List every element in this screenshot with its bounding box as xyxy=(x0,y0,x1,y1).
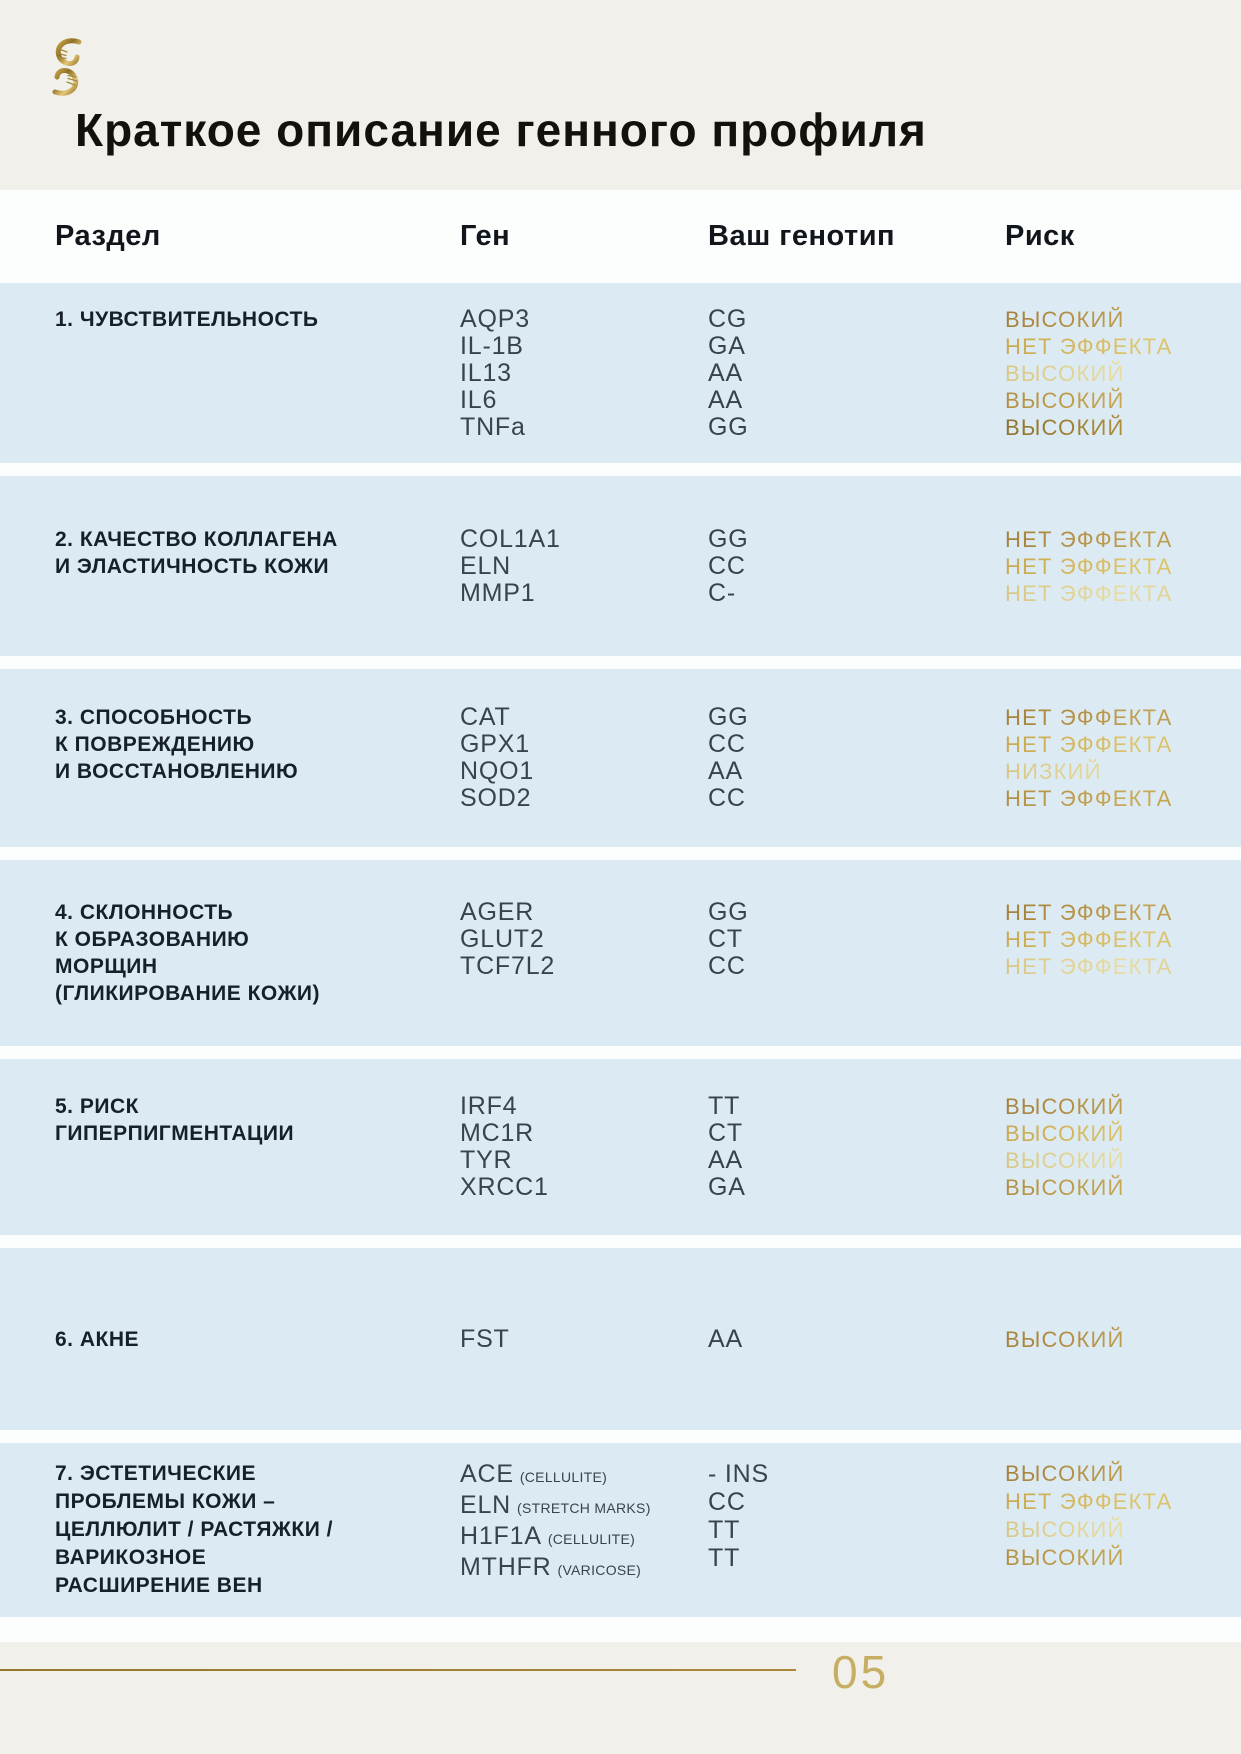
section-label-line: 3. СПОСОБНОСТЬ xyxy=(55,706,253,729)
table-section xyxy=(0,283,1241,463)
gene-list xyxy=(460,1093,708,1201)
footer-rule xyxy=(0,1669,796,1671)
risk-value: ВЫСОКИЙ xyxy=(1005,1120,1241,1147)
dna-helix-icon xyxy=(50,36,84,98)
table-section xyxy=(0,476,1241,656)
section-label-line: ЦЕЛЛЮЛИТ / РАСТЯЖКИ / xyxy=(55,1518,333,1541)
genotype-value: GG xyxy=(708,703,749,731)
gene-name xyxy=(460,1553,708,1584)
risk-value: НЕТ ЭФФЕКТА xyxy=(1005,731,1241,758)
genotype-value: GA xyxy=(708,1173,746,1201)
genotype-list xyxy=(708,1093,1005,1201)
risk-value: ВЫСОКИЙ xyxy=(1005,1544,1241,1572)
risk-value: ВЫСОКИЙ xyxy=(1005,360,1241,387)
section-label-line: 6. АКНЕ xyxy=(55,1327,140,1351)
column-header-genotype: Ваш генотип xyxy=(708,220,896,252)
gene-symbol: SOD2 xyxy=(460,784,532,812)
gene-list xyxy=(460,526,708,607)
genotype-list xyxy=(708,1326,1005,1353)
genotype-value: AA xyxy=(708,358,743,387)
genotype-value: CT xyxy=(708,925,743,953)
risk-value: ВЫСОКИЙ xyxy=(1005,1174,1241,1201)
gene-symbol: TCF7L2 xyxy=(460,952,556,980)
section-label-line: ПРОБЛЕМЫ КОЖИ – xyxy=(55,1490,276,1513)
gene-symbol: ELN xyxy=(460,551,512,580)
genotype-value: CC xyxy=(708,952,746,980)
genotype-value: CC xyxy=(708,730,746,758)
gene-name xyxy=(460,731,708,758)
gene-symbol: IL6 xyxy=(460,385,498,414)
table-section xyxy=(0,860,1241,1046)
section-label xyxy=(55,1326,460,1353)
risk-list xyxy=(1005,1093,1241,1201)
gene-symbol: ACE xyxy=(460,1460,514,1488)
table-header xyxy=(0,190,1241,283)
section-label xyxy=(55,526,460,580)
risk-value: НЕТ ЭФФЕКТА xyxy=(1005,926,1241,953)
gene-symbol: AGER xyxy=(460,898,535,926)
risk-value: ВЫСОКИЙ xyxy=(1005,1147,1241,1174)
section-label-line: РАСШИРЕНИЕ ВЕН xyxy=(55,1574,263,1597)
gene-list xyxy=(460,306,708,441)
table-section xyxy=(0,1443,1241,1617)
risk-value: ВЫСОКИЙ xyxy=(1005,414,1241,441)
genotype-list xyxy=(708,1460,1005,1572)
genotype-value: CC xyxy=(708,1488,746,1516)
genotype-value: TT xyxy=(708,1092,741,1120)
section-label-line: 4. СКЛОННОСТЬ xyxy=(55,901,234,924)
gene-symbol: MTHFR xyxy=(460,1553,552,1581)
risk-value: НЕТ ЭФФЕКТА xyxy=(1005,1488,1241,1516)
gene-name xyxy=(460,387,708,414)
genotype-value: GG xyxy=(708,412,749,441)
section-label-line: ВАРИКОЗНОЕ xyxy=(55,1546,207,1569)
page-number: 05 xyxy=(832,1646,890,1698)
gene-name xyxy=(460,926,708,953)
gene-name xyxy=(460,414,708,441)
genotype-value: AA xyxy=(708,385,743,414)
risk-value: ВЫСОКИЙ xyxy=(1005,1326,1241,1353)
risk-value: НЕТ ЭФФЕКТА xyxy=(1005,953,1241,980)
gene-list xyxy=(460,1326,708,1353)
risk-list xyxy=(1005,1460,1241,1572)
gene-symbol: GLUT2 xyxy=(460,925,545,953)
genotype-value: CG xyxy=(708,304,748,333)
genotype-value: C- xyxy=(708,578,736,607)
genotype-value: AA xyxy=(708,1146,743,1174)
section-label xyxy=(55,1460,460,1600)
gene-name xyxy=(460,899,708,926)
table-section xyxy=(0,1248,1241,1430)
gene-symbol: MMP1 xyxy=(460,578,536,607)
risk-value: НЕТ ЭФФЕКТА xyxy=(1005,580,1241,607)
gene-name xyxy=(460,758,708,785)
genotype-value: AA xyxy=(708,1324,743,1353)
genotype-value: GG xyxy=(708,898,749,926)
gene-name xyxy=(460,553,708,580)
gene-name xyxy=(460,1147,708,1174)
risk-value: ВЫСОКИЙ xyxy=(1005,1516,1241,1544)
gene-symbol: XRCC1 xyxy=(460,1173,549,1201)
table-section xyxy=(0,1059,1241,1235)
section-label-line: (ГЛИКИРОВАНИЕ КОЖИ) xyxy=(55,982,321,1005)
genotype-value: GA xyxy=(708,331,746,360)
column-header-section: Раздел xyxy=(55,220,161,252)
genotype-value: GG xyxy=(708,524,749,553)
section-label-line: И ЭЛАСТИЧНОСТЬ КОЖИ xyxy=(55,554,330,578)
gene-list xyxy=(460,899,708,980)
risk-value: НЕТ ЭФФЕКТА xyxy=(1005,553,1241,580)
gene-name xyxy=(460,1093,708,1120)
section-label-line: 5. РИСК xyxy=(55,1095,139,1118)
risk-value: ВЫСОКИЙ xyxy=(1005,1093,1241,1120)
gene-symbol: IL-1B xyxy=(460,331,524,360)
genotype-value: AA xyxy=(708,757,743,785)
table-section xyxy=(0,669,1241,847)
risk-value: ВЫСОКИЙ xyxy=(1005,1460,1241,1488)
section-label xyxy=(55,899,460,1007)
section-label xyxy=(55,306,460,333)
risk-list xyxy=(1005,526,1241,607)
page-title: Краткое описание генного профиля xyxy=(75,104,927,156)
section-label-line: И ВОССТАНОВЛЕНИЮ xyxy=(55,760,299,783)
gene-symbol: TNFa xyxy=(460,412,526,441)
gene-symbol: CAT xyxy=(460,703,511,731)
gene-name xyxy=(460,1174,708,1201)
section-label-line: К ОБРАЗОВАНИЮ xyxy=(55,928,250,951)
section-label-line: 7. ЭСТЕТИЧЕСКИЕ xyxy=(55,1462,257,1485)
gene-symbol: ELN xyxy=(460,1491,512,1519)
gene-name xyxy=(460,785,708,812)
genotype-value: CC xyxy=(708,784,746,812)
risk-value: НЕТ ЭФФЕКТА xyxy=(1005,333,1241,360)
column-header-risk: Риск xyxy=(1005,220,1075,252)
genotype-value: CC xyxy=(708,551,746,580)
section-label-line: К ПОВРЕЖДЕНИЮ xyxy=(55,733,255,756)
risk-value: ВЫСОКИЙ xyxy=(1005,306,1241,333)
section-label xyxy=(55,1093,460,1147)
gene-name xyxy=(460,333,708,360)
sections xyxy=(0,283,1241,1642)
genotype-value: - INS xyxy=(708,1460,769,1488)
section-label-line: ГИПЕРПИГМЕНТАЦИИ xyxy=(55,1122,295,1145)
section-label xyxy=(55,704,460,785)
gene-symbol: GPX1 xyxy=(460,730,530,758)
column-header-gene: Ген xyxy=(460,220,511,252)
gene-name xyxy=(460,526,708,553)
genotype-value: TT xyxy=(708,1516,741,1544)
gene-name xyxy=(460,360,708,387)
risk-list xyxy=(1005,899,1241,980)
gene-note: (CELLULITE) xyxy=(547,1531,636,1547)
risk-value: НЕТ ЭФФЕКТА xyxy=(1005,526,1241,553)
gene-note: (VARICOSE) xyxy=(557,1562,642,1578)
gene-name xyxy=(460,704,708,731)
section-label-line: 1. ЧУВСТВИТЕЛЬНОСТЬ xyxy=(55,307,319,331)
gene-name xyxy=(460,580,708,607)
gene-symbol: IL13 xyxy=(460,358,512,387)
gene-name xyxy=(460,1460,708,1491)
gene-symbol: H1F1A xyxy=(460,1522,542,1550)
section-label-line: 2. КАЧЕСТВО КОЛЛАГЕНА xyxy=(55,527,338,551)
risk-value: ВЫСОКИЙ xyxy=(1005,387,1241,414)
gene-name xyxy=(460,1522,708,1553)
genotype-list xyxy=(708,704,1005,812)
gene-note: (CELLULITE) xyxy=(519,1469,608,1485)
risk-value: НИЗКИЙ xyxy=(1005,758,1241,785)
genotype-list xyxy=(708,306,1005,441)
genotype-value: TT xyxy=(708,1544,741,1572)
gene-note: (STRETCH MARKS) xyxy=(517,1500,651,1516)
risk-value: НЕТ ЭФФЕКТА xyxy=(1005,899,1241,926)
risk-list xyxy=(1005,704,1241,812)
risk-list xyxy=(1005,1326,1241,1353)
genotype-list xyxy=(708,526,1005,607)
gene-list xyxy=(460,704,708,812)
section-label-line: МОРЩИН xyxy=(55,955,158,978)
risk-list xyxy=(1005,306,1241,441)
gene-list xyxy=(460,1460,708,1584)
gene-symbol: FST xyxy=(460,1324,510,1353)
gene-name xyxy=(460,306,708,333)
gene-name xyxy=(460,1326,708,1353)
gene-symbol: IRF4 xyxy=(460,1092,518,1120)
gene-name xyxy=(460,1120,708,1147)
risk-value: НЕТ ЭФФЕКТА xyxy=(1005,785,1241,812)
gene-symbol: TYR xyxy=(460,1146,513,1174)
gene-name xyxy=(460,953,708,980)
genotype-list xyxy=(708,899,1005,980)
risk-value: НЕТ ЭФФЕКТА xyxy=(1005,704,1241,731)
gene-symbol: COL1A1 xyxy=(460,524,561,553)
gene-symbol: MC1R xyxy=(460,1119,535,1147)
gene-symbol: NQO1 xyxy=(460,757,535,785)
gene-name xyxy=(460,1491,708,1522)
gene-symbol: AQP3 xyxy=(460,304,530,333)
genotype-value: CT xyxy=(708,1119,743,1147)
